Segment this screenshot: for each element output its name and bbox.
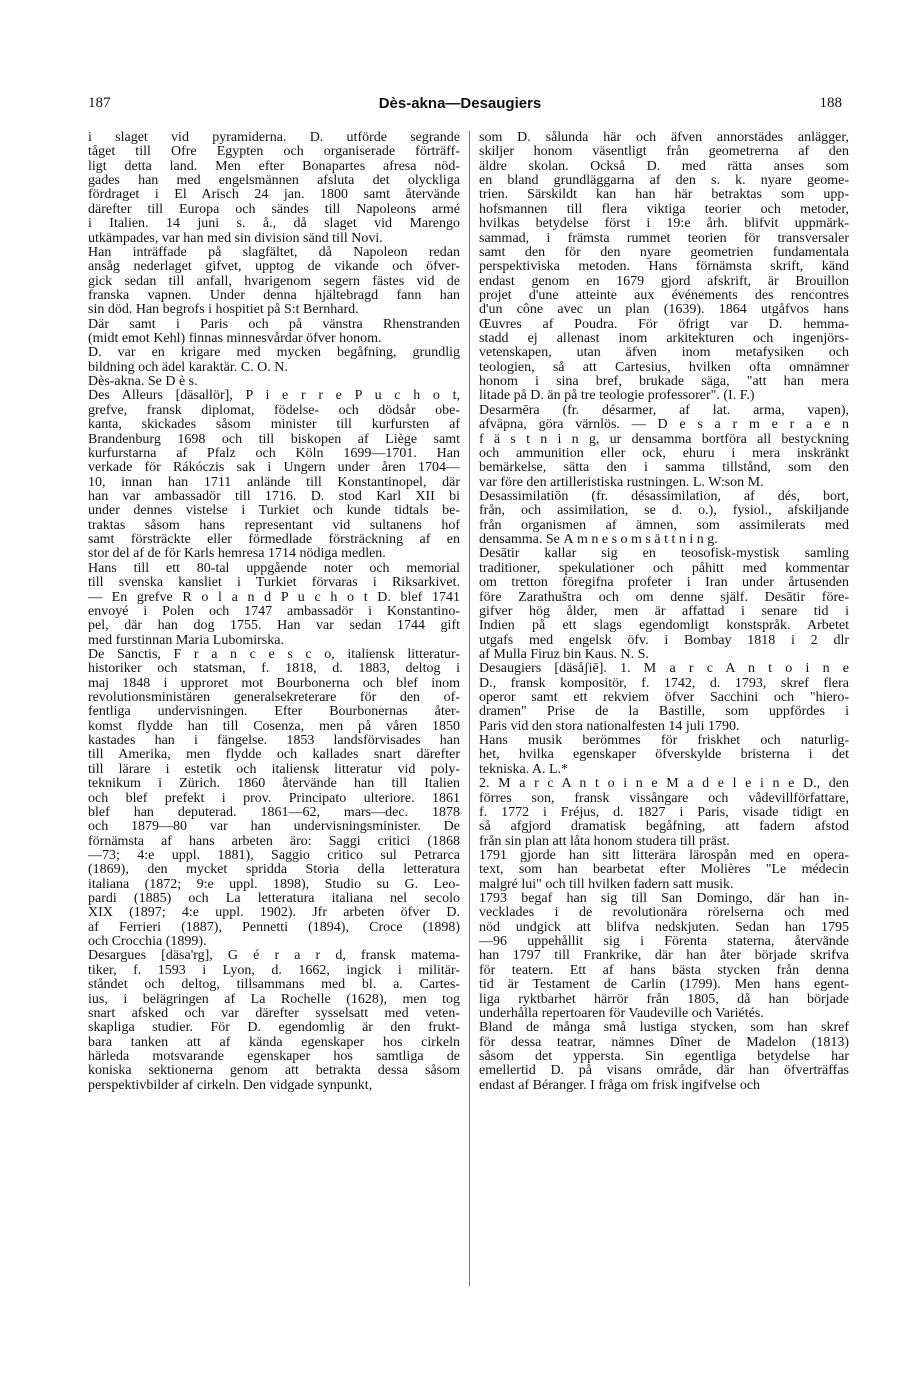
text-line: blef han deputerad. 1861—62, mars—dec. 1878 — [88, 805, 460, 820]
text-line: maj 1848 i upproret mot Bourbonerna och blef inom — [88, 676, 460, 691]
text-line: samt försträckte eller förmedlade försträckning af en — [88, 533, 460, 548]
text-line: — En grefve R o l a n d P u c h o t D. blef 1741 — [88, 590, 460, 605]
text-line: hvilkas betydelse först i 19:e årh. blifvit uppmärk- — [479, 217, 849, 232]
text-line: traktas såsom hans representant vid sultanens hof — [88, 518, 460, 533]
text-line: ius, i belägringen af La Rochelle (1628), men tog — [88, 992, 460, 1007]
text-line: ståndet och deltog, tillsammans med bl. a. Cartes- — [88, 978, 460, 993]
text-line: i slaget vid pyramiderna. D. utförde segrande — [88, 131, 460, 145]
text-line: d'un cône avec un plan (1639). 1864 utgåfvos hans — [479, 303, 849, 318]
text-line: till lärare i estetik och italiensk litteratur vid poly- — [88, 762, 460, 777]
text-line: kurfurstarna af Pfalz och Köln 1699—1701. Han — [88, 446, 460, 461]
text-line: tid är Testament de Carlin (1799). Men hans egent- — [479, 978, 849, 993]
text-line: gifver hög ålder, men är affattad i senare tid i — [479, 604, 849, 619]
running-title: Dès-akna—Desaugiers — [378, 95, 542, 112]
text-line: fentliga undervisningen. Efter Bourbonernas åter- — [88, 705, 460, 720]
text-line: bildning och ädel karaktär. C. O. N. — [88, 360, 288, 375]
text-line: han 1797 till Frankrike, där han åter började skrifva — [479, 949, 849, 964]
text-line: därefter till Europa och sändes till Napoleons armé — [88, 202, 460, 217]
text-line: skapliga studier. För D. egendomlig är den frukt- — [88, 1021, 460, 1036]
text-line: gades han med engelsmännen afsluta det olyckliga — [88, 174, 460, 189]
text-line: densamma. Se Ä m n e s o m s ä t t n i n g. — [479, 533, 718, 548]
text-line: äldre skolan. Också D. med rätta anses som — [479, 159, 849, 174]
text-line: och Crocchia (1899). — [88, 935, 207, 950]
text-line: 10, innan han 1711 anlände till Konstantinopel, där — [88, 475, 460, 490]
text-line: tåget till Öfre Egypten och organiserade förträff- — [88, 145, 460, 160]
text-line: franska vapnen. Under denna hjältebragd fann han — [88, 288, 460, 303]
text-line: i Italien. 14 juni s. å., då slaget vid Marengo — [88, 217, 460, 232]
text-line: 1793 begaf han sig till San Domingo, där han in- — [479, 892, 849, 907]
left-column — [88, 131, 460, 1093]
text-line: som D. sålunda här och äfven annorstädes anlägger, — [479, 131, 849, 145]
text-line: kastades han i fängelse. 1853 landsförvisades han — [88, 734, 460, 749]
text-line: och 1879—80 var han undervisningsminister. De — [88, 820, 460, 835]
text-line: härleda motsvarande egenskaper hos samtliga de — [88, 1050, 460, 1064]
text-line: grefve, fransk diplomat, födelse- och dödsår obe- — [88, 403, 460, 418]
text-line: Bland de många små lustiga stycken, som han skref — [479, 1021, 849, 1036]
text-line: trien. Särskildt kan han här betraktas som upp- — [479, 188, 849, 203]
text-line: samt den för den nyare geometrien fundamentala — [479, 245, 849, 260]
text-line: emellertid D. på visans område, där han öfverträffas — [479, 1064, 849, 1079]
text-line: om tretton föregifna profeter i Iran under årtusenden — [479, 576, 849, 591]
text-line: Indien på ett slags egendomligt konstspråk. Arbetet — [479, 619, 849, 634]
text-line: Brandenburg 1698 och till biskopen af Liège samt — [88, 432, 460, 447]
text-line: XIX (1897; 4:e uppl. 1902). Jfr arbeten öfver D. — [88, 906, 460, 921]
text-line: utkämpades, var han med sin division sänd till Novi. — [88, 231, 383, 246]
text-line: Œuvres af Poudra. För öfrigt var D. hemma- — [479, 317, 849, 332]
text-line: förnämsta af hans arbeten äro: Saggi critici (1868 — [88, 834, 460, 849]
text-line: malgré lui" och till hvilken fadern satt musik. — [479, 877, 734, 892]
text-line: nöd undgick att blifva nedskjuten. Sedan han 1795 — [479, 920, 849, 935]
text-line: italiana (1872; 9:e uppl. 1898), Studio su G. Leo- — [88, 877, 460, 892]
text-line: Dès-akna. Se D è s. — [88, 375, 198, 390]
text-line: afväpna, göra värnlös. — D e s a r m e r a e n — [479, 418, 849, 433]
column-divider — [469, 131, 470, 1286]
text-line: för dessa teatrar, nämnes Dîner de Madelon (1813) — [479, 1035, 849, 1050]
text-line: Paris vid den stora nationalfesten 14 juli 1790. — [479, 719, 740, 734]
text-line: stor del af de för Karls hemresa 1714 nödiga medlen. — [88, 547, 386, 562]
text-line: verkade för Rákóczis sak i Ungern under åren 1704— — [88, 461, 460, 476]
text-line: förres son, fransk vissångare och vådevillförfattare, — [479, 791, 849, 806]
text-line: tekniska. A. L.* — [479, 762, 569, 777]
text-line: en bland grundläggarna af den s. k. nyare geome- — [479, 174, 849, 189]
text-line: (1869), den mycket spridda Storia della letteratura — [88, 863, 460, 878]
text-line: Desarmēra (fr. désarmer, af lat. arma, vapen), — [479, 403, 849, 418]
text-line: pel, där han dog 1755. Han var sedan 1744 gift — [88, 619, 460, 634]
text-line: f. 1772 i Fréjus, d. 1827 i Paris, visade tidigt en — [479, 805, 849, 820]
text-line: ligt detta land. Men efter Bonapartes afresa nöd- — [88, 159, 460, 174]
text-line: sammad, i främsta rummet teorien för transversaler — [479, 231, 849, 246]
text-line: Desargues [däsa'rg], G é r a r d, fransk matema- — [88, 949, 460, 964]
text-line: liga ryktbarhet härrör från 1805, då han började — [479, 992, 849, 1007]
text-line: teknikum i Zürich. 1860 återvände han till Italien — [88, 777, 460, 792]
text-line: kanta, skickades såsom minister till kurfursten af — [88, 418, 460, 433]
text-line: till svenska kansliet i Turkiet förvaras i Riksarkivet. — [88, 576, 460, 591]
text-line: revolutionsministären generalsekreterare för den of- — [88, 691, 460, 706]
page-number-left: 187 — [88, 95, 111, 111]
text-line: bemärkelse, sätta den i samma tillstånd, som den — [479, 461, 849, 476]
text-line: pardi (1885) och La letteratura italiana nel secolo — [88, 892, 460, 907]
text-line: utgafs med engelsk öfv. i Bombay 1818 i 2 dlr — [479, 633, 849, 648]
text-line: hofsmannen till flera viktiga teorier och metoder, — [479, 202, 849, 217]
text-line: (midt emot Kehl) finnas minnesvårdar öfver honom. — [88, 332, 382, 347]
text-line: teologien, så att Cartesius, hvilken ofta omnämner — [479, 360, 849, 375]
text-line: var före den artilleristiska rustningen. L. W:son M. — [479, 475, 764, 490]
text-line: skiljer honom väsentligt från geometrerna af den — [479, 145, 849, 160]
text-line: af Mulla Firuz bin Kaus. N. S. — [479, 647, 649, 662]
text-line: från, och assimilation, se d. o.), fysiol., afskiljande — [479, 504, 849, 519]
text-line: Hans musik berömmes för friskhet och naturlig- — [479, 734, 849, 749]
text-line: såsom det yppersta. Sin egentliga betydelse har — [479, 1050, 849, 1064]
text-line: D., fransk kompositör, f. 1742, d. 1793, skref flera — [479, 676, 849, 691]
text-line: endast af Béranger. I fråga om frisk ingifvelse och — [479, 1078, 761, 1093]
text-line: med furstinnan Maria Lubomirska. — [88, 633, 284, 648]
text-line: sin död. Han begrofs i hospitiet på S:t Bernhard. — [88, 303, 359, 318]
text-line: dramen" Prise de la Bastille, som uppfördes i — [479, 705, 849, 720]
text-line: perspektivbilder af cirkeln. Den vidgade synpunkt, — [88, 1078, 373, 1093]
text-line: honom i sina bref, brukade säga, "att han mera — [479, 375, 849, 390]
text-line: snart afsked och var därefter sysselsatt med veten- — [88, 1006, 460, 1021]
text-line: före Zarathuštra och om denne själf. Desātir före- — [479, 590, 849, 605]
text-line: gick sedan till anfall, hvarigenom segern fästes vid de — [88, 274, 460, 289]
text-line: vetenskapen, utan äfven inom metafysiken och — [479, 346, 849, 361]
text-line: D. var en krigare med mycken begåfning, grundlig — [88, 346, 460, 361]
text-line: koniska sektionerna genom att betrakta dessa såsom — [88, 1064, 460, 1079]
text-line: 1791 gjorde han sitt litterära lärospån med en opera- — [479, 848, 849, 863]
text-line: underhålla repertoaren för Vaudeville och Variétés. — [479, 1006, 764, 1021]
text-line: operor samt ett rekviem öfver Sacchini och "hiero- — [479, 691, 849, 706]
text-line: så afgjord dramatisk begåfning, att fadern afstod — [479, 820, 849, 835]
text-line: traditioner, spekulationer och påhitt med kommentar — [479, 561, 849, 576]
text-line: —96 uppehållit sig i Förenta staterna, återvände — [479, 935, 849, 950]
text-line: från organismen af ämnen, som assimilerats med — [479, 518, 849, 533]
text-line: tiker, f. 1593 i Lyon, d. 1662, ingick i militär- — [88, 963, 460, 978]
text-line: under dennes vistelse i Turkiet och kunde tidtals be- — [88, 504, 460, 519]
text-line: perspektiviska metoden. Hans förnämsta skrift, känd — [479, 260, 849, 275]
right-column — [479, 131, 849, 1093]
text-line: endast genom en 1679 gjord afskrift, är Brouillon — [479, 274, 849, 289]
text-line: projet d'une atteinte aux événements des rencontres — [479, 288, 849, 303]
text-line: Hans till ett 80-tal uppgående noter och memorial — [88, 561, 460, 576]
text-line: stadd ej allenast inom arkitekturen och ingenjörs- — [479, 332, 849, 347]
text-line: —73; 4:e uppl. 1881), Saggio critico sul Petrarca — [88, 848, 460, 863]
text-line: Des Alleurs [däsallör], P i e r r e P u c h o t, — [88, 389, 460, 404]
text-line: Där samt i Paris och på vänstra Rhenstranden — [88, 317, 460, 332]
text-line: vecklades i de revolutionära rörelserna och med — [479, 906, 849, 921]
text-line: bara tanken att af kända egenskaper hos cirkeln — [88, 1035, 460, 1050]
text-line: text, som han bearbetat efter Molières "Le médecin — [479, 863, 849, 878]
text-line: till Amerika, men flydde och kallades snart därefter — [88, 748, 460, 763]
text-line: och ammunition eller ock, ehuru i mera inskränkt — [479, 446, 849, 461]
text-line: het, hvilka egenskaper öfverskylde bristerna i det — [479, 748, 849, 763]
text-line: De Sanctis, F r a n c e s c o, italiensk litteratur- — [88, 647, 460, 662]
text-line: för teatern. Ett af hans bästa stycken från denna — [479, 963, 849, 978]
text-line: han var ambassadör till 1716. D. stod Karl XII bi — [88, 489, 460, 504]
text-line: från sin plan att låta honom studera till präst. — [479, 834, 730, 849]
text-line: Desassimilatiōn (fr. désassimilation, af dés, bort, — [479, 489, 849, 504]
text-line: Desaugiers [däsåʃiē]. 1. M a r c A n t o i n e — [479, 662, 849, 677]
text-line: fördraget i El Arisch 24 jan. 1800 samt återvände — [88, 188, 460, 203]
text-line: historiker och statsman, f. 1818, d. 1883, deltog i — [88, 662, 460, 677]
text-line: Han inträffade på slagfältet, då Napoleon redan — [88, 245, 460, 260]
text-line: f ä s t n i n g, ur densamma bortföra all bestyckning — [479, 432, 849, 447]
text-line: litade på D. än på tre teologie professorer". (I. F.) — [479, 389, 755, 404]
text-line: komst flydde han till Cosenza, men på våren 1850 — [88, 719, 460, 734]
text-line: och blef prefekt i prov. Principato ulteriore. 1861 — [88, 791, 460, 806]
text-line: ansåg nederlaget gifvet, upptog de vikande och öfver- — [88, 260, 460, 275]
text-line: Desātir kallar sig en teosofisk-mystisk samling — [479, 547, 849, 562]
text-line: envoyé i Polen och 1747 ambassadör i Konstantino- — [88, 604, 460, 619]
page-number-right: 188 — [819, 95, 842, 111]
text-line: 2. M a r c A n t o i n e M a d e l e i n e D., den — [479, 777, 849, 792]
text-line: af Ferrieri (1887), Pennetti (1894), Croce (1898) — [88, 920, 460, 935]
